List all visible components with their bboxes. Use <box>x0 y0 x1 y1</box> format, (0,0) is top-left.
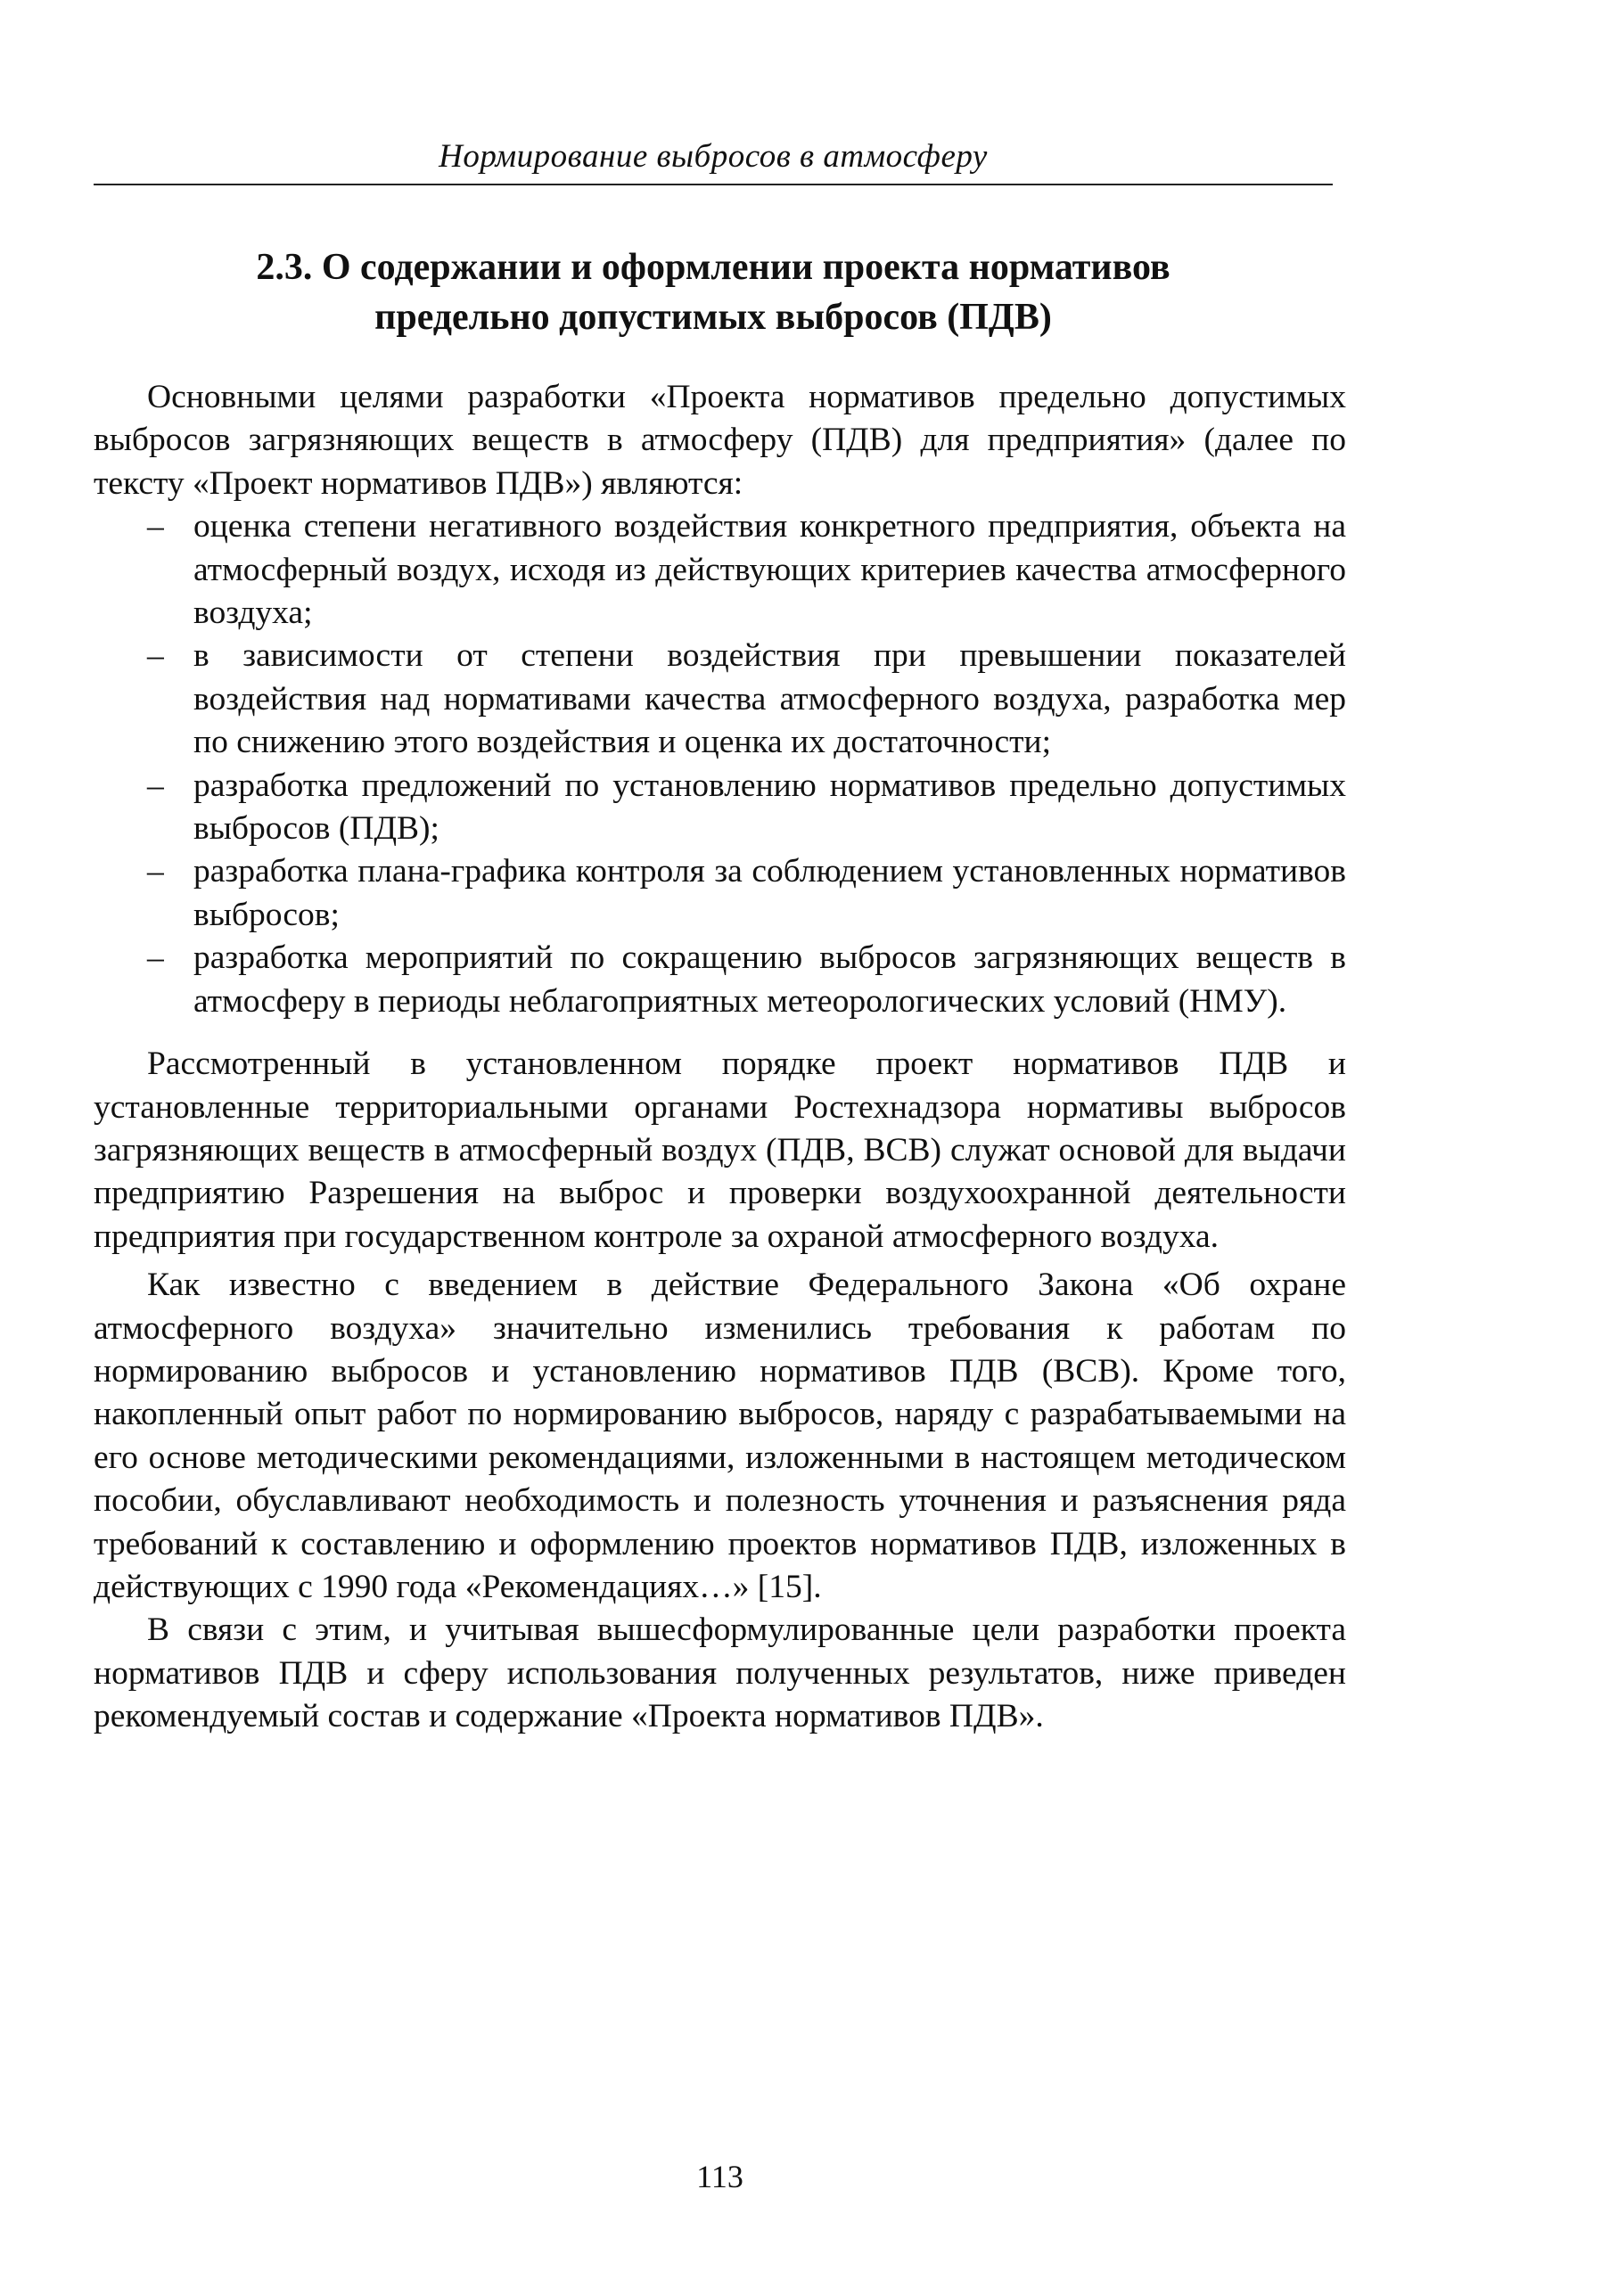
list-dash: – <box>147 853 164 890</box>
list-dash: – <box>147 767 164 804</box>
section-title-line-1: 2.3. О содержании и оформлении проекта нормативов <box>256 247 1170 288</box>
page-number: 113 <box>696 2159 743 2194</box>
list-item-text: разработка предложений по установлению нормативов предельно допустимых выбросов (ПДВ); <box>193 767 1346 848</box>
section-title <box>94 242 1333 342</box>
intro-paragraph: Основными целями разработки «Проекта нормативов предельно допустимых выбросов загрязняющих веществ в атмосферу (ПДВ) для предприятия» (далее по тексту «Проект нормативов ПДВ») являются: <box>94 379 1346 502</box>
list-item <box>94 505 1346 635</box>
list-item-text: разработка мероприятий по сокращению выбросов загрязняющих веществ в атмосферу в периоды неблагоприятных метеорологических условий (НМУ). <box>193 939 1346 1020</box>
list-item <box>94 937 1346 1023</box>
list-item-text: в зависимости от степени воздействия при превышении показателей воздействия над нормативами качества атмосферного воздуха, разработка мер по снижению этого воздействия и оценка их достаточности; <box>193 637 1346 761</box>
list-dash: – <box>147 637 164 675</box>
list-item-text: разработка плана-графика контроля за соблюдением установленных нормативов выбросов; <box>193 853 1346 933</box>
paragraph-approval: Рассмотренный в установленном порядке проект нормативов ПДВ и установленные территориальными органами Ростехнадзора нормативы выбросов загрязняющих веществ в атмосферный воздух (ПДВ, ВСВ) служат основой для выдачи предприятию Разрешения на выброс и проверки воздухоохранной деятельности предприятия при государственном контроле за охраной атмосферного воздуха. <box>94 1046 1346 1255</box>
section-title-line-2: предельно допустимых выбросов (ПДВ) <box>374 297 1052 338</box>
header-rule <box>94 184 1333 185</box>
paragraph-conclusion: В связи с этим, и учитывая вышесформулированные цели разработки проекта нормативов ПДВ и сферу использования полученных результатов, ниже приведен рекомендуемый состав и содержание «Проекта нормативов ПДВ». <box>94 1611 1346 1735</box>
list-item <box>94 765 1346 851</box>
list-dash: – <box>147 939 164 977</box>
running-header: Нормирование выбросов в атмосферу <box>439 138 988 175</box>
goals-list <box>94 505 1346 1023</box>
paragraph-federal-law: Как известно с введением в действие Федерального Закона «Об охране атмосферного воздуха» значительно изменились требования к работам по нормированию выбросов и установлению нормативов ПДВ (ВСВ). Кроме того, накопленный опыт работ по нормированию выбросов, наряду с разрабатываемыми на его основе методическими рекомендациями, изложенными в настоящем методическом пособии, обуславливают необходимость и полезность уточнения и разъяснения ряда требований к составлению и оформлению проектов нормативов ПДВ, изложенных в действующих с 1990 года «Рекомендациях…» [15]. <box>94 1267 1346 1605</box>
list-dash: – <box>147 508 164 545</box>
list-item-text: оценка степени негативного воздействия конкретного предприятия, объекта на атмосферный воздух, исходя из действующих критериев качества атмосферного воздуха; <box>193 508 1346 632</box>
body-text <box>94 376 1346 1739</box>
list-item <box>94 850 1346 937</box>
list-item <box>94 635 1346 764</box>
